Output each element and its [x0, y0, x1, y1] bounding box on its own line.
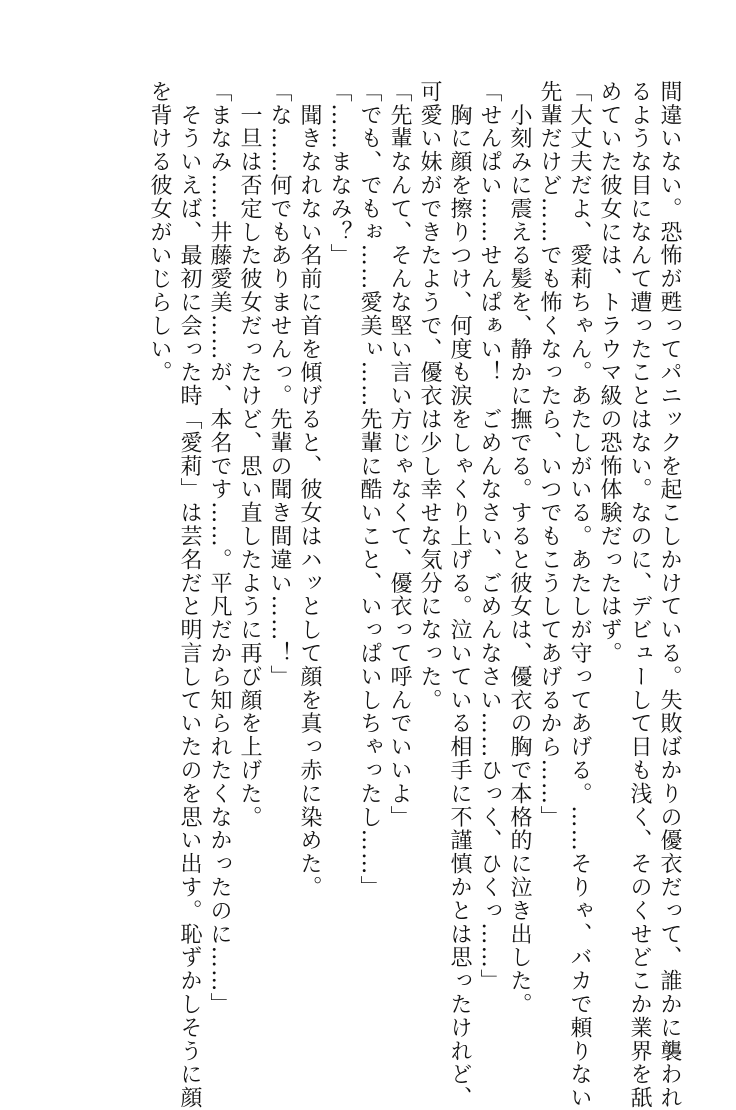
text-line-4: 「大丈夫だよ、愛莉ちゃん。あたしがいる。あたしが守ってあげる。……そりゃ、バカで頼りない	[567, 80, 592, 1110]
text-line-9: 可愛い妹ができたようで、優衣は少し幸せな気分になった。	[417, 80, 442, 712]
text-line-14: 「な……何でもありませんっ。先輩の聞き間違い……！」	[267, 80, 292, 689]
text-line-7: 「せんぱい……せんぱぁい！ ごめんなさい、ごめんなさい……ひっく、ひくっ……」	[477, 80, 502, 993]
vertical-text-block	[56, 80, 684, 1110]
text-line-15: 一旦は否定した彼女だったけど、思い直したように再び顔を上げた。	[237, 80, 262, 829]
text-line-18: を背ける彼女がいじらしい。	[147, 80, 172, 385]
text-line-6: 小刻みに震える髪を、静かに撫でる。すると彼女は、優衣の胸で本格的に泣き出した。	[507, 80, 532, 1016]
text-line-10: 「先輩なんて、そんな堅い言い方じゃなくて、優衣って呼んでいいよ」	[387, 80, 412, 829]
text-line-3: めていた彼女には、トラウマ級の恐怖体験だったはず。	[597, 80, 622, 665]
text-line-17: そういえば、最初に会った時「愛莉」は芸名だと明言していたのを思い出す。恥ずかしそうに顔	[177, 80, 202, 1110]
text-line-13: 聞きなれない名前に首を傾げると、彼女はハッとして顔を真っ赤に染めた。	[297, 80, 322, 899]
text-line-12: 「……まなみ？」	[327, 80, 352, 268]
text-line-2: るような目になんて遭ったことはない。なのに、デビューして日も浅く、そのくせどこか業界を舐	[627, 80, 652, 1110]
text-line-8: 胸に顔を擦りつけ、何度も涙をしゃくり上げる。泣いている相手に不謹慎かとは思ったけれど、	[447, 80, 472, 1110]
text-line-16: 「まなみ……井藤愛美……が、本名です……。平凡だから知られたくなかったのに……」	[207, 80, 232, 1016]
text-line-1: 間違いない。恐怖が甦ってパニックを起こしかけている。失敗ばかりの優衣だって、誰かに襲われ	[657, 80, 682, 1110]
text-line-11: 「でも、でもぉ……愛美ぃ……先輩に酷いこと、いっぱいしちゃったし……」	[357, 80, 382, 899]
text-line-5: 先輩だけど……でも怖くなったら、いつでもこうしてあげるから……」	[537, 80, 562, 829]
